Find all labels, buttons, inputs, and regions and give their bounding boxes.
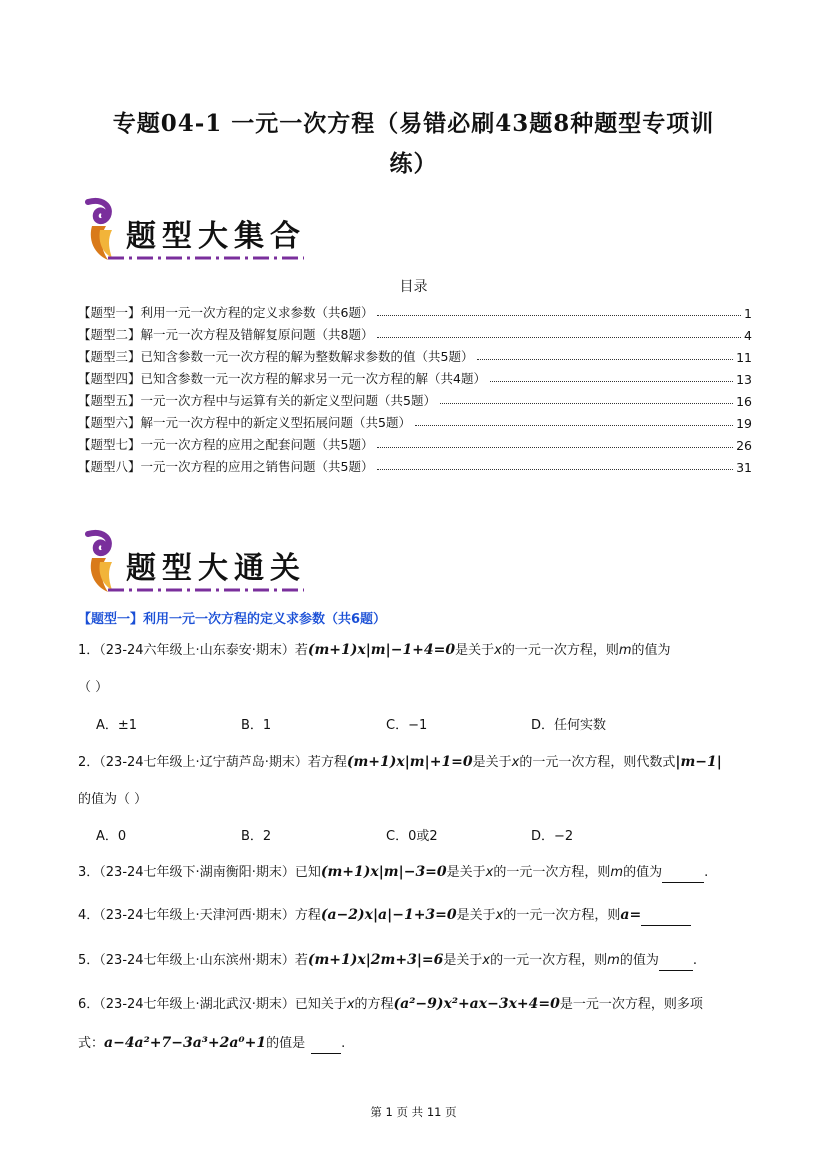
question-text: 的一元一次方程，则 xyxy=(490,953,608,968)
punctuation: . xyxy=(341,1036,346,1051)
option-d[interactable]: D．任何实数 xyxy=(531,718,607,733)
banner-question-types xyxy=(78,196,310,266)
toc-entry[interactable] xyxy=(78,431,752,453)
question-text: 是关于 xyxy=(472,755,512,770)
banner-title: 题型大集合 xyxy=(126,219,306,254)
question-1 xyxy=(78,640,758,661)
table-of-contents xyxy=(78,299,752,475)
banner-title: 题型大通关 xyxy=(126,551,306,586)
toc-label: 【题型五】一元一次方程中与运算有关的新定义型问题（共5题） xyxy=(78,393,436,408)
question-text: 的方程 xyxy=(354,997,394,1012)
question-text: 是关于 xyxy=(446,865,486,880)
toc-page: 11 xyxy=(736,350,752,365)
equation: (a²−9)x²+ax−3x+4=0 xyxy=(393,996,560,1012)
variable: x xyxy=(346,997,355,1012)
toc-label: 【题型四】已知含参数一元一次方程的解求另一元一次方程的解（共4题） xyxy=(78,371,486,386)
question-number: 1． xyxy=(78,643,100,658)
toc-entry[interactable] xyxy=(78,365,752,387)
variable: x xyxy=(482,953,491,968)
toc-page: 26 xyxy=(736,438,752,453)
answer-blank[interactable] xyxy=(641,911,691,926)
option-d[interactable]: D．−2 xyxy=(531,829,574,844)
toc-page: 16 xyxy=(736,394,752,409)
punctuation: . xyxy=(692,953,697,968)
expression: a−4a²+7−3a³+2a⁰+1 xyxy=(104,1035,267,1051)
banner-question-practice xyxy=(78,528,310,598)
variable: m xyxy=(607,953,620,968)
question-source: （23-24七年级下·湖南衡阳·期末）已知 xyxy=(99,865,321,880)
toc-page: 1 xyxy=(744,306,752,321)
answer-blank[interactable] xyxy=(311,1039,341,1054)
document-title xyxy=(60,104,767,184)
question-source: （23-24七年级上·山东滨州·期末）若 xyxy=(99,953,308,968)
expression: |m−1| xyxy=(675,754,722,770)
toc-label: 【题型二】解一元一次方程及错解复原问题（共8题） xyxy=(78,327,374,342)
question-text: 是关于 xyxy=(455,643,495,658)
section-heading: 【题型一】利用一元一次方程的定义求参数（共6题） xyxy=(78,612,387,627)
question-6-line-2 xyxy=(78,1033,758,1054)
option-a[interactable]: A．±1 xyxy=(96,718,138,733)
variable: x xyxy=(495,908,504,923)
answer-options xyxy=(96,714,716,733)
option-b[interactable]: B．2 xyxy=(241,829,272,844)
question-text: 的值为 xyxy=(623,865,663,880)
variable: x xyxy=(511,755,520,770)
equation: (a−2)x|a|−1+3=0 xyxy=(320,907,457,923)
question-text: 的值为 xyxy=(619,953,659,968)
question-3 xyxy=(78,862,758,883)
answer-blank[interactable] xyxy=(662,868,704,883)
page-footer: 第 1 页 共 11 页 xyxy=(370,1105,457,1119)
question-text: 的一元一次方程，则 xyxy=(501,643,619,658)
answer-parentheses: （ ） xyxy=(78,680,109,695)
variable: m xyxy=(618,643,632,658)
question-number: 3． xyxy=(78,865,100,880)
variable: x xyxy=(485,865,494,880)
equation: a= xyxy=(620,907,642,923)
toc-page: 19 xyxy=(736,416,752,431)
question-source: （23-24六年级上·山东泰安·期末）若 xyxy=(99,643,308,658)
answer-blank[interactable] xyxy=(659,956,693,971)
question-text: 是关于 xyxy=(456,908,496,923)
equation: (m+1)x|m|−3=0 xyxy=(320,864,447,880)
answer-options xyxy=(96,825,716,844)
question-text: 的一元一次方程，则代数式 xyxy=(519,755,676,770)
banner-graphic xyxy=(78,196,310,266)
toc-entry[interactable] xyxy=(78,387,752,409)
question-number: 6． xyxy=(78,997,100,1012)
toc-entry[interactable] xyxy=(78,343,752,365)
toc-label: 【题型一】利用一元一次方程的定义求参数（共6题） xyxy=(78,305,374,320)
banner-logo-swirl xyxy=(88,533,109,553)
toc-entry[interactable] xyxy=(78,321,752,343)
title-line-2: 练） xyxy=(389,150,438,177)
toc-entry[interactable] xyxy=(78,453,752,475)
equation: (m+1)x|2m+3|=6 xyxy=(307,952,444,968)
toc-page: 4 xyxy=(744,328,752,343)
question-text: 是关于 xyxy=(443,953,483,968)
question-2 xyxy=(78,752,758,773)
question-4 xyxy=(78,905,758,926)
question-text: 的一元一次方程，则 xyxy=(493,865,611,880)
banner-graphic xyxy=(78,528,310,598)
punctuation: . xyxy=(704,865,709,880)
question-number: 5． xyxy=(78,953,100,968)
toc-page: 13 xyxy=(736,372,752,387)
toc-label: 【题型三】已知含参数一元一次方程的解为整数解求参数的值（共5题） xyxy=(78,349,474,364)
variable: m xyxy=(610,865,624,880)
question-text: 的值为（ ） xyxy=(78,792,148,807)
question-5 xyxy=(78,950,758,971)
question-source: （23-24七年级上·辽宁葫芦岛·期末）若方程 xyxy=(99,755,347,770)
question-text: 是一元一次方程，则多项 xyxy=(559,997,703,1012)
toc-leader xyxy=(490,381,733,382)
option-b[interactable]: B．1 xyxy=(241,718,272,733)
equation: (m+1)x|m|+1=0 xyxy=(346,754,473,770)
toc-leader xyxy=(440,403,733,404)
question-text: 的值是 xyxy=(266,1036,306,1051)
question-text: 的一元一次方程，则 xyxy=(503,908,621,923)
toc-leader xyxy=(415,425,733,426)
option-c[interactable]: C．0或2 xyxy=(386,829,438,844)
equation: (m+1)x|m|−1+4=0 xyxy=(307,642,456,658)
question-text: 的值为 xyxy=(631,643,671,658)
toc-leader xyxy=(377,469,733,470)
question-6 xyxy=(78,994,758,1015)
toc-heading: 目录 xyxy=(399,279,428,295)
toc-entry[interactable] xyxy=(78,409,752,431)
toc-leader xyxy=(377,447,733,448)
toc-entry[interactable] xyxy=(78,299,752,321)
question-number: 2． xyxy=(78,755,100,770)
option-c[interactable]: C．−1 xyxy=(386,718,428,733)
toc-label: 【题型七】一元一次方程的应用之配套问题（共5题） xyxy=(78,437,374,452)
toc-page: 31 xyxy=(736,460,752,475)
toc-label: 【题型八】一元一次方程的应用之销售问题（共5题） xyxy=(78,459,374,474)
banner-logo-swirl xyxy=(88,201,109,221)
title-line-1: 专题04-1 一元一次方程（易错必刷43题8种题型专项训 xyxy=(112,110,715,137)
option-a[interactable]: A．0 xyxy=(96,829,127,844)
question-text: 式： xyxy=(78,1036,105,1051)
variable: x xyxy=(494,643,502,658)
question-number: 4． xyxy=(78,908,100,923)
question-source: （23-24七年级上·湖北武汉·期末）已知关于 xyxy=(99,997,347,1012)
toc-leader xyxy=(377,315,741,316)
toc-leader xyxy=(377,337,741,338)
question-source: （23-24七年级上·天津河西·期末）方程 xyxy=(99,908,321,923)
toc-leader xyxy=(477,359,733,360)
toc-label: 【题型六】解一元一次方程中的新定义型拓展问题（共5题） xyxy=(78,415,411,430)
